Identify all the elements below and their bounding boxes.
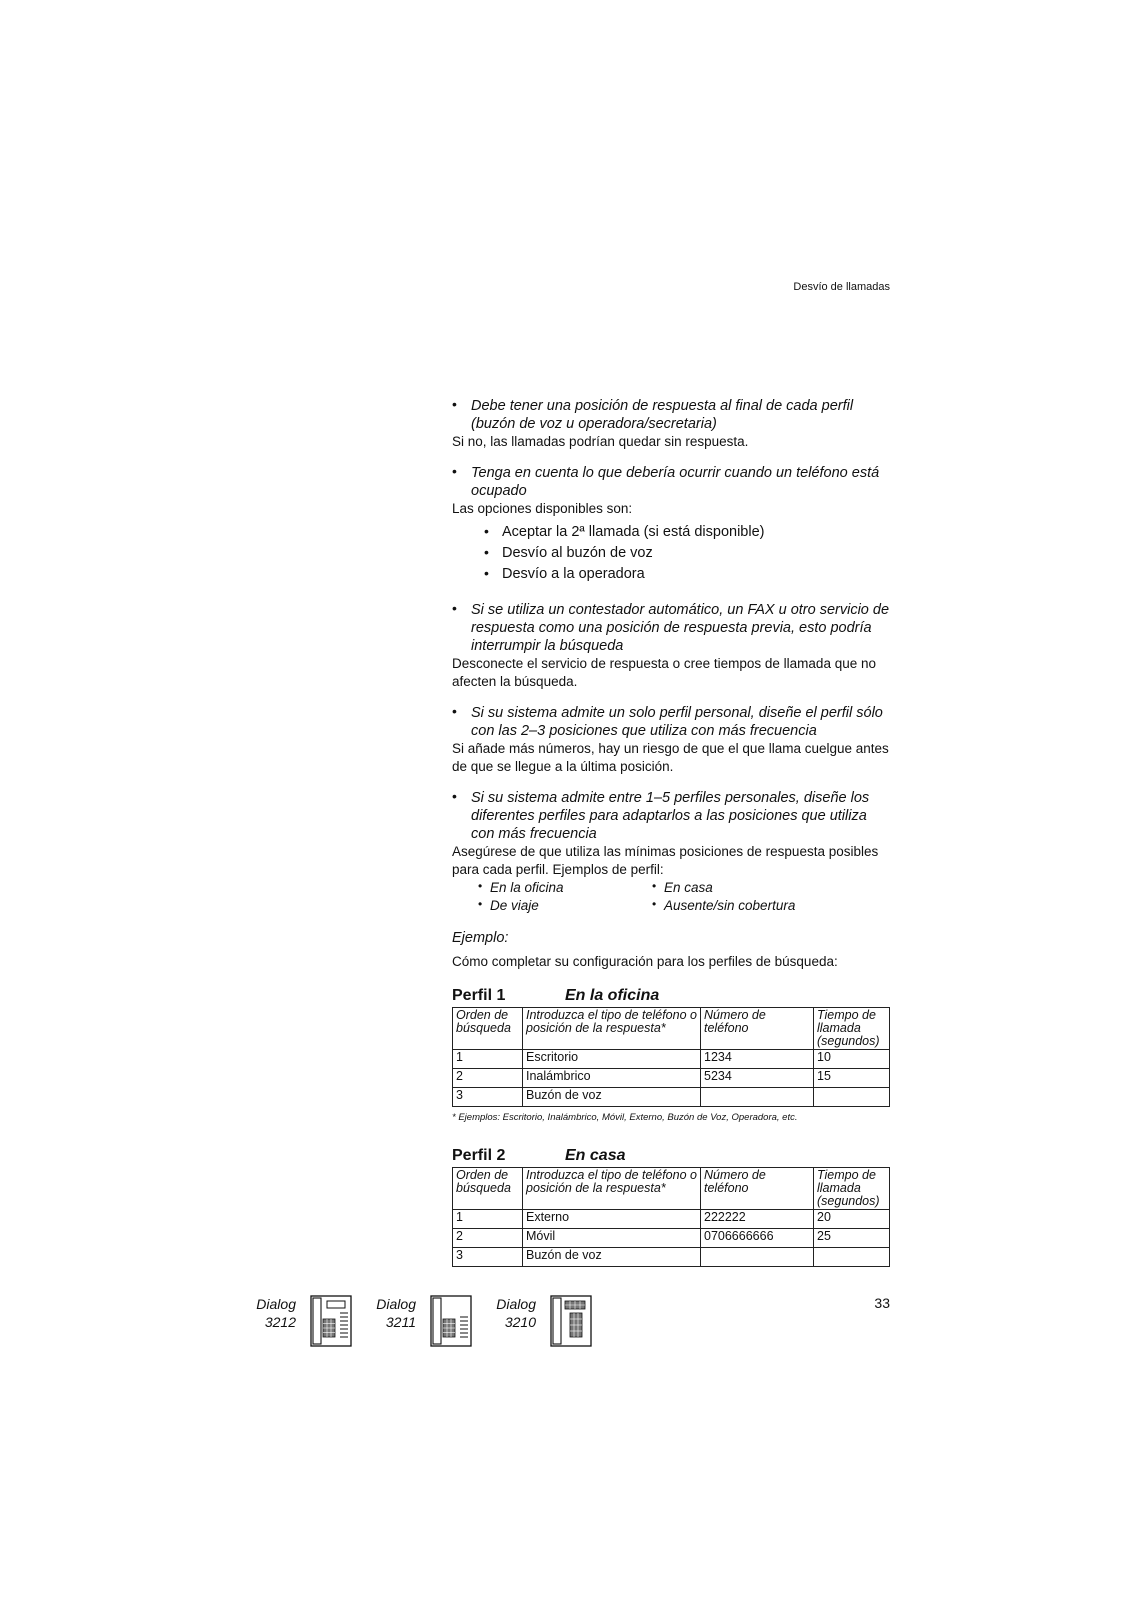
example-intro: Cómo completar su configuración para los perfiles de búsqueda: [452,954,838,969]
bullet-icon: • [452,396,457,412]
bullet-icon: • [452,703,457,719]
bullet-icon: • [484,565,489,581]
profile-examples [452,879,892,915]
table-row [453,1088,890,1107]
profile-name: En casa [565,1147,626,1164]
bullet-icon: • [484,523,489,539]
busy-options-list [452,522,892,585]
table-row [453,1050,890,1069]
column-header: Introduzca el tipo de teléfono o posición de la respuesta* [523,1008,701,1050]
column-header: Tiempo de llamada (segundos) [814,1008,890,1050]
bullet-icon: • [478,897,483,911]
example-label: Ejemplo: [452,930,509,946]
hint-title: Debe tener una posición de respuesta al final de cada perfil (buzón de voz u operadora/secretaria) [471,398,854,432]
profile-name: En la oficina [565,987,660,1004]
page-number: 33 [874,1295,890,1311]
hint-title: Tenga en cuenta lo que debería ocurrir cuando un teléfono está ocupado [471,465,880,499]
table-cell: 5234 [701,1069,814,1088]
profile-heading [452,986,892,1006]
bullet-icon: • [478,879,483,893]
hint-2 [452,464,892,500]
bullet-icon: • [484,544,489,560]
table-cell: 1 [453,1210,523,1229]
table-cell: Buzón de voz [523,1088,701,1107]
model-label: Dialog 3212 [256,1296,296,1330]
hint-text: Desconecte el servicio de respuesta o cree tiempos de llamada que no afecten la búsqueda. [452,656,876,689]
table-header-row [453,1008,890,1050]
bullet-icon: • [652,879,657,893]
hint-1 [452,397,892,433]
hint-3 [452,601,892,655]
table-footnote: * Ejemplos: Escritorio, Inalámbrico, Móvil, Externo, Buzón de Voz, Operadora, etc. [452,1112,798,1123]
profile-number: Perfil 2 [452,1147,506,1164]
table-header-row [453,1168,890,1210]
list-item: • Desvío a la operadora [484,565,645,582]
table-row [453,1248,890,1267]
hint-text: Las opciones disponibles son: [452,501,633,516]
profile-number: Perfil 1 [452,987,506,1004]
hint-5 [452,789,892,843]
list-item: • En casa [652,879,713,895]
hint-title: Si se utiliza un contestador automático, un FAX u otro servicio de respuesta como una posición de respuesta previa, esto podría interrumpir la búsqueda [471,602,890,654]
table-row [453,1069,890,1088]
table-cell: Inalámbrico [523,1069,701,1088]
table-cell: 25 [814,1229,890,1248]
table-cell [701,1088,814,1107]
table-cell: 10 [814,1050,890,1069]
model-label: Dialog 3210 [496,1296,536,1330]
hint-4 [452,704,892,740]
main-content [452,397,892,1267]
list-item: • Aceptar la 2ª llamada (si está disponible) [484,523,765,540]
table-cell [814,1088,890,1107]
model-label: Dialog 3211 [376,1296,416,1330]
hint-title: Si su sistema admite entre 1–5 perfiles personales, diseñe los diferentes perfiles para adaptarlos a las posiciones que utiliza con más frecuencia [471,790,870,842]
page-footer [0,1295,1131,1355]
table-cell: 2 [453,1069,523,1088]
column-header: Introduzca el tipo de teléfono o posición de la respuesta* [523,1168,701,1210]
profile-table [452,1007,890,1107]
desk-phone-icon [550,1295,592,1347]
column-header: Orden de búsqueda [453,1008,523,1050]
list-item: • Ausente/sin cobertura [652,897,796,913]
desk-phone-icon [310,1295,352,1347]
desk-phone-icon [430,1295,472,1347]
list-item: • Desvío al buzón de voz [484,544,653,561]
list-item: • En la oficina [478,879,564,895]
bullet-icon: • [452,600,457,616]
table-cell: 3 [453,1248,523,1267]
page-header: Desvío de llamadas [793,281,890,293]
table-cell: 20 [814,1210,890,1229]
hint-text: Si añade más números, hay un riesgo de que el que llama cuelgue antes de que se llegue a la última posición. [452,741,889,774]
table-cell: Móvil [523,1229,701,1248]
table-cell: Buzón de voz [523,1248,701,1267]
table-cell: 1234 [701,1050,814,1069]
hint-text: Si no, las llamadas podrían quedar sin respuesta. [452,434,749,449]
table-cell: 0706666666 [701,1229,814,1248]
bullet-icon: • [652,897,657,911]
bullet-icon: • [452,463,457,479]
table-row [453,1229,890,1248]
list-item: • De viaje [478,897,539,913]
column-header: Número de teléfono [701,1168,814,1210]
hint-text: Asegúrese de que utiliza las mínimas posiciones de respuesta posibles para cada perfil. Ejemplos de perfil: [452,844,879,877]
table-cell [701,1248,814,1267]
table-cell: 15 [814,1069,890,1088]
hint-title: Si su sistema admite un solo perfil personal, diseñe el perfil sólo con las 2–3 posiciones que utiliza con más frecuencia [471,705,883,739]
table-cell: 2 [453,1229,523,1248]
table-cell: 222222 [701,1210,814,1229]
table-cell: Escritorio [523,1050,701,1069]
profile-table [452,1167,890,1267]
table-cell: Externo [523,1210,701,1229]
table-cell [814,1248,890,1267]
table-cell: 3 [453,1088,523,1107]
column-header: Tiempo de llamada (segundos) [814,1168,890,1210]
bullet-icon: • [452,788,457,804]
table-row [453,1210,890,1229]
profile-heading [452,1146,892,1166]
column-header: Orden de búsqueda [453,1168,523,1210]
table-cell: 1 [453,1050,523,1069]
column-header: Número de teléfono [701,1008,814,1050]
